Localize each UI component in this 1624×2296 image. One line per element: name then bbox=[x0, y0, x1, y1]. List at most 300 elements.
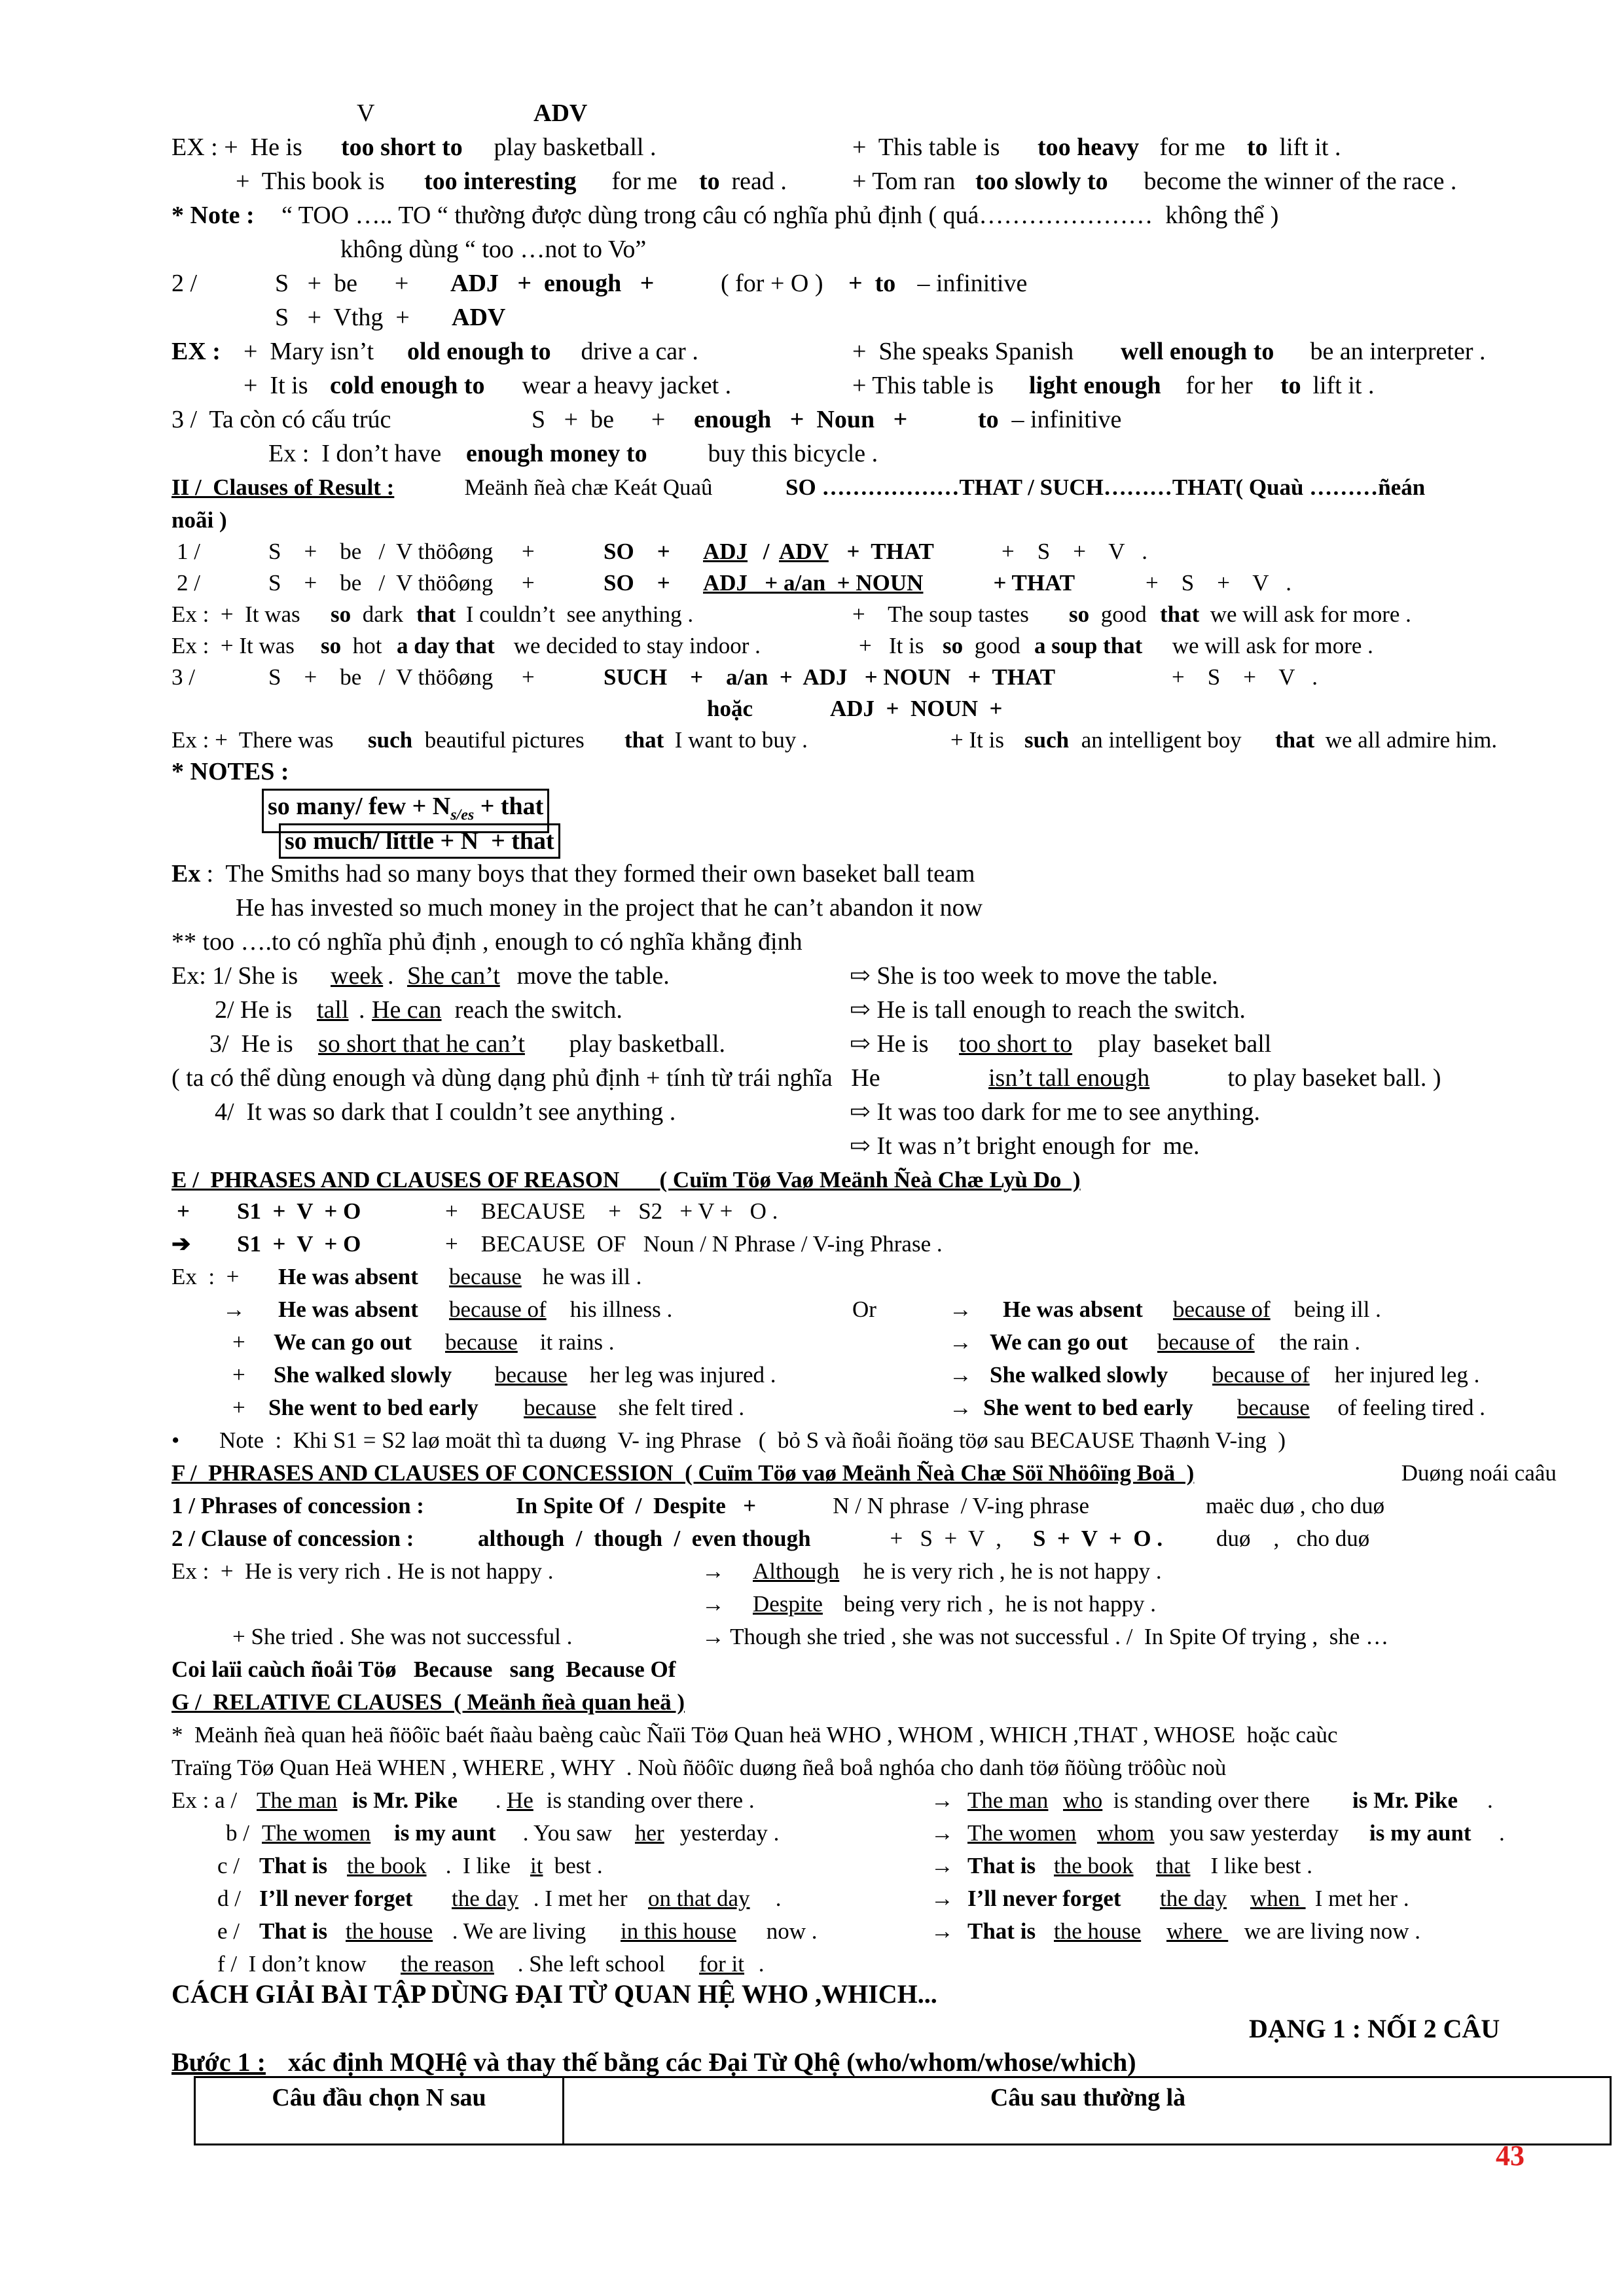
text-line bbox=[0, 1261, 1624, 1293]
text-segment: so bbox=[321, 633, 342, 658]
text-segment: we are living now . bbox=[1238, 1918, 1420, 1944]
text-segment: ( ta có thể dùng enough và dùng dạng phủ định + tính từ trái nghĩa He bbox=[171, 1064, 887, 1092]
text-segment: Coi laïi caùch ñoåi Töø Because sang Because Of bbox=[171, 1657, 676, 1682]
text-segment bbox=[1166, 1293, 1172, 1326]
text-segment: now . bbox=[761, 1918, 818, 1944]
text-line bbox=[0, 1391, 1624, 1424]
text-segment: whom bbox=[1097, 1820, 1155, 1846]
text-line bbox=[0, 1621, 1624, 1653]
text-line bbox=[0, 1096, 1624, 1128]
text-segment: being very rich , he is not happy . bbox=[838, 1591, 1157, 1617]
text-segment: enough money to bbox=[466, 440, 647, 467]
text-segment: → bbox=[949, 1297, 972, 1322]
text-segment: it bbox=[530, 1853, 543, 1878]
text-segment: you saw yesterday bbox=[1164, 1820, 1345, 1846]
text-segment bbox=[1147, 1850, 1153, 1882]
text-segment: it rains . bbox=[534, 1329, 615, 1355]
text-segment: The man bbox=[967, 1787, 1049, 1813]
text-segment: noãi ) bbox=[171, 507, 227, 533]
text-segment: Ex : + There was bbox=[171, 727, 340, 753]
text-segment: . bbox=[1499, 1820, 1505, 1846]
text-segment: on that day bbox=[648, 1886, 750, 1911]
text-segment: . bbox=[388, 962, 400, 990]
text-segment: a day that bbox=[397, 633, 495, 658]
text-line bbox=[0, 724, 1624, 757]
text-segment: yesterday . bbox=[674, 1820, 780, 1846]
text-segment: The women bbox=[262, 1820, 371, 1846]
text-segment: S + be / V thöôøng + bbox=[268, 570, 547, 596]
text-segment: is standing over there bbox=[1108, 1787, 1316, 1813]
text-line bbox=[0, 925, 1624, 958]
text-segment: the day bbox=[1160, 1886, 1227, 1911]
text-segment: . I met her bbox=[528, 1886, 634, 1911]
text-segment: 2 / Clause of concession : bbox=[171, 1526, 414, 1551]
text-segment: G / RELATIVE CLAUSES ( Meänh ñeà quan heä ) bbox=[171, 1689, 685, 1715]
text-line bbox=[0, 1948, 1624, 1981]
text-segment: + She tried . She was not successful . bbox=[232, 1624, 573, 1649]
text-segment: move the table. bbox=[511, 962, 670, 990]
text-segment: because bbox=[1237, 1395, 1310, 1420]
text-segment: ADJ + enough + bbox=[450, 270, 655, 297]
step1-line: Bước 1 : xác định MQHệ và thay thế bằng các Đại Từ Qhệ (who/whom/whose/which) bbox=[171, 2047, 1136, 2077]
text-segment: Ex bbox=[171, 860, 201, 888]
text-segment: + bbox=[232, 1329, 245, 1355]
text-segment: . bbox=[770, 1886, 782, 1911]
text-segment: the house bbox=[1054, 1918, 1142, 1944]
text-segment bbox=[440, 1261, 446, 1293]
text-segment: – infinitive bbox=[911, 270, 1028, 297]
text-segment: → bbox=[931, 1787, 960, 1813]
text-line bbox=[0, 1719, 1624, 1751]
text-line bbox=[0, 403, 1624, 436]
text-segment: không dùng “ too …not to Vo” bbox=[340, 236, 647, 263]
text-segment: + It is bbox=[859, 633, 930, 658]
text-segment: → bbox=[702, 1591, 725, 1617]
text-segment: of feeling tired . bbox=[1326, 1395, 1485, 1420]
text-line bbox=[0, 1228, 1624, 1261]
text-segment: duø , cho duø bbox=[1216, 1526, 1370, 1551]
text-segment: Ex : a / bbox=[171, 1787, 243, 1813]
text-segment: is Mr. Pike bbox=[352, 1787, 458, 1813]
text-segment: when bbox=[1250, 1886, 1306, 1911]
text-segment: * Meänh ñeà quan heä ñöôïc baét ñaàu baèng caùc Ñaïi Töø Quan heä WHO , WHOM , WHICH ,THAT , WHOSE hoặc caùc bbox=[171, 1722, 1338, 1748]
text-segment: 3/ He is bbox=[209, 1030, 300, 1058]
text-segment: read . bbox=[725, 168, 787, 195]
text-segment: → bbox=[949, 1329, 972, 1355]
text-line bbox=[0, 630, 1624, 662]
text-segment bbox=[1153, 1882, 1159, 1915]
text-segment: be an interpreter . bbox=[1304, 338, 1486, 365]
text-segment: become the winner of the race . bbox=[1138, 168, 1457, 195]
text-segment: hoặc bbox=[707, 696, 753, 721]
text-segment bbox=[338, 1915, 344, 1948]
text-line bbox=[0, 1522, 1624, 1555]
text-segment: → bbox=[949, 1395, 972, 1420]
text-segment: – infinitive bbox=[1005, 406, 1122, 433]
text-segment: the book bbox=[1054, 1853, 1134, 1878]
text-segment: for me bbox=[1153, 134, 1232, 161]
text-segment bbox=[1046, 1915, 1052, 1948]
text-segment: ADJ + a/an + NOUN bbox=[703, 570, 924, 596]
text-line bbox=[0, 1359, 1624, 1391]
text-segment: + Mary isn’t bbox=[244, 338, 380, 365]
text-segment: → bbox=[931, 1853, 960, 1878]
text-segment: old enough to bbox=[407, 338, 551, 365]
text-segment: isn’t tall enough bbox=[988, 1064, 1150, 1092]
text-segment: he was ill . bbox=[537, 1264, 642, 1289]
text-segment: Ex : + It was bbox=[171, 601, 306, 627]
text-segment: I couldn’t see anything . bbox=[460, 601, 694, 627]
text-segment bbox=[486, 1359, 492, 1391]
text-segment: ** too ….to có nghĩa phủ định , enough to có nghĩa khẳng định bbox=[171, 928, 803, 956]
text-segment: + bbox=[177, 1198, 190, 1224]
text-segment: He has invested so much money in the project that he can’t abandon it now bbox=[236, 894, 983, 922]
text-segment: . bbox=[753, 1951, 765, 1977]
text-line bbox=[0, 1028, 1624, 1060]
text-segment: that bbox=[624, 727, 664, 753]
text-segment: such bbox=[1024, 727, 1070, 753]
text-segment: ⇨ He is tall enough to reach the switch. bbox=[850, 996, 1246, 1024]
text-segment: c / bbox=[217, 1853, 251, 1878]
text-segment: * Note : bbox=[171, 202, 261, 229]
text-segment: + bbox=[232, 1362, 245, 1388]
text-segment: The man bbox=[257, 1787, 338, 1813]
text-segment: V bbox=[357, 99, 375, 127]
text-segment: SO ………………THAT / SUCH………THAT( Quaù ………ñeán bbox=[785, 475, 1426, 500]
text-segment: + S + V . bbox=[1146, 570, 1291, 596]
text-line bbox=[0, 1555, 1624, 1588]
text-segment: is my aunt bbox=[394, 1820, 496, 1846]
text-segment bbox=[436, 1326, 442, 1359]
text-segment: / bbox=[757, 539, 776, 564]
text-segment: because of bbox=[1173, 1297, 1271, 1322]
text-line bbox=[0, 199, 1624, 232]
text-segment: Despite bbox=[753, 1591, 823, 1617]
text-segment: we will ask for more . bbox=[1204, 601, 1411, 627]
text-segment: ADV bbox=[779, 539, 829, 564]
text-segment bbox=[386, 1817, 392, 1850]
text-line bbox=[0, 1062, 1624, 1094]
text-segment: too heavy bbox=[1038, 134, 1140, 161]
text-segment: + The soup tastes bbox=[852, 601, 1035, 627]
text-segment: 3 / bbox=[171, 664, 195, 690]
text-segment: : The Smiths had so many boys that they formed their own baseket ball team bbox=[200, 860, 975, 888]
text-line bbox=[0, 471, 1624, 504]
text-segment: to bbox=[699, 168, 720, 195]
text-segment: wear a heavy jacket . bbox=[516, 372, 732, 399]
text-segment: ⇨ It was too dark for me to see anything. bbox=[850, 1098, 1261, 1126]
text-segment: to bbox=[978, 406, 999, 433]
text-segment: + BECAUSE OF Noun / N Phrase / V-ing Phrase . bbox=[445, 1231, 943, 1257]
text-segment: good bbox=[969, 633, 1026, 658]
text-segment: the reason bbox=[401, 1951, 494, 1977]
text-segment: • bbox=[171, 1427, 180, 1453]
text-segment: + S + V . bbox=[1172, 664, 1318, 690]
text-segment: She went to bed early bbox=[268, 1395, 478, 1420]
text-segment: I’ll never forget bbox=[259, 1886, 413, 1911]
text-line bbox=[0, 97, 1624, 130]
text-segment: . I like bbox=[440, 1853, 516, 1878]
text-segment: ⇨ She is too week to move the table. bbox=[850, 962, 1218, 990]
text-segment: That is bbox=[967, 1853, 1036, 1878]
text-segment: because of bbox=[449, 1297, 547, 1322]
text-segment bbox=[1091, 1817, 1096, 1850]
text-segment: to bbox=[1247, 134, 1268, 161]
text-line bbox=[0, 1686, 1624, 1719]
text-segment: 2 / bbox=[171, 270, 198, 297]
text-segment: Ex : + He is very rich . He is not happy . bbox=[171, 1558, 554, 1584]
text-line bbox=[0, 1293, 1624, 1326]
text-line bbox=[0, 535, 1624, 568]
text-line bbox=[0, 1457, 1624, 1490]
text-segment: We can go out bbox=[990, 1329, 1128, 1355]
text-line bbox=[0, 1915, 1624, 1948]
text-line bbox=[0, 131, 1624, 164]
text-segment: Or bbox=[852, 1297, 876, 1322]
text-segment: too interesting bbox=[424, 168, 577, 195]
text-segment: ⇨ It was n’t bright enough for me. bbox=[850, 1132, 1200, 1160]
text-segment: lift it . bbox=[1307, 372, 1375, 399]
text-segment: N / N phrase / V-ing phrase bbox=[816, 1493, 1090, 1518]
text-line bbox=[0, 1195, 1624, 1228]
text-segment: S + be + bbox=[532, 406, 678, 433]
text-segment: who bbox=[1063, 1787, 1103, 1813]
heading-dang: DẠNG 1 : NỐI 2 CÂU bbox=[1249, 2014, 1500, 2043]
text-segment: ADV bbox=[452, 304, 506, 331]
text-segment: The women bbox=[967, 1820, 1077, 1846]
text-segment: beautiful pictures bbox=[419, 727, 590, 753]
text-segment: tall bbox=[317, 996, 349, 1024]
text-segment bbox=[1203, 1359, 1209, 1391]
text-segment: I’ll never forget bbox=[967, 1886, 1121, 1911]
text-segment: too slowly to bbox=[975, 168, 1108, 195]
text-segment: reach the switch. bbox=[448, 996, 623, 1024]
text-segment bbox=[346, 1784, 352, 1817]
text-segment: because bbox=[495, 1362, 568, 1388]
text-segment: play basketball. bbox=[563, 1030, 725, 1058]
text-segment: Duøng noái caâu bbox=[1396, 1460, 1557, 1486]
text-segment bbox=[514, 1391, 520, 1424]
text-segment: S + V + O . bbox=[1033, 1526, 1163, 1551]
text-line bbox=[0, 165, 1624, 198]
text-line bbox=[0, 267, 1624, 300]
text-segment: ➔ bbox=[171, 1231, 191, 1257]
text-segment: e / bbox=[217, 1918, 251, 1944]
text-segment: maëc duø , cho duø bbox=[1206, 1493, 1385, 1518]
text-segment: + to bbox=[848, 270, 896, 297]
text-segment: f / I don’t know bbox=[217, 1951, 372, 1977]
text-segment: ADJ bbox=[703, 539, 748, 564]
text-segment: That is bbox=[259, 1918, 328, 1944]
text-segment: because bbox=[524, 1395, 596, 1420]
text-segment: hot bbox=[347, 633, 388, 658]
text-segment: In Spite Of / Despite + bbox=[516, 1493, 757, 1518]
text-segment: the rain . bbox=[1274, 1329, 1361, 1355]
text-segment: Ex : + bbox=[171, 1264, 240, 1289]
text-segment: ( for + O ) bbox=[708, 270, 836, 297]
text-segment: for her bbox=[1180, 372, 1259, 399]
text-segment: for it bbox=[699, 1951, 745, 1977]
text-segment: her leg was injured . bbox=[584, 1362, 776, 1388]
text-line bbox=[0, 661, 1624, 694]
text-segment: good bbox=[1095, 601, 1153, 627]
text-segment: . bbox=[1487, 1787, 1493, 1813]
text-segment: S + be + bbox=[275, 270, 422, 297]
text-segment: ADV bbox=[533, 99, 588, 127]
text-line bbox=[0, 1882, 1624, 1915]
text-segment: best . bbox=[549, 1853, 603, 1878]
text-segment: + Tom ran bbox=[852, 168, 962, 195]
text-segment: → bbox=[949, 1362, 972, 1388]
text-segment: d / bbox=[217, 1886, 253, 1911]
text-segment: her bbox=[635, 1820, 664, 1846]
page-number: 43 bbox=[1496, 2140, 1525, 2172]
text-segment: + It is bbox=[950, 727, 1010, 753]
text-segment: . She left school bbox=[512, 1951, 672, 1977]
text-segment: → bbox=[702, 1558, 725, 1584]
text-line bbox=[0, 1784, 1624, 1817]
text-segment bbox=[445, 1882, 451, 1915]
text-segment: + bbox=[232, 1395, 245, 1420]
text-segment: too short to bbox=[959, 1030, 1073, 1058]
text-segment: He was absent bbox=[1003, 1297, 1143, 1322]
text-segment bbox=[338, 1850, 344, 1882]
text-segment: → bbox=[223, 1297, 245, 1322]
text-segment: a soup that bbox=[1034, 633, 1143, 658]
text-segment: → Though she tried , she was not successful . / In Spite Of trying , she … bbox=[702, 1624, 1389, 1649]
text-segment: That is bbox=[967, 1918, 1036, 1944]
text-segment: → bbox=[931, 1820, 960, 1846]
text-segment: + She speaks Spanish bbox=[852, 338, 1080, 365]
text-segment: S + be / V thöôøng + bbox=[268, 664, 547, 690]
step-table bbox=[194, 2076, 1612, 2145]
text-segment: buy this bicycle . bbox=[702, 440, 878, 467]
text-line bbox=[0, 369, 1624, 402]
text-segment: to bbox=[1280, 372, 1301, 399]
text-line bbox=[0, 1653, 1624, 1686]
table-header-col2: Câu sau thường là bbox=[990, 2084, 1186, 2111]
text-segment: + It is bbox=[244, 372, 314, 399]
text-segment: + This book is bbox=[236, 168, 391, 195]
text-segment: → bbox=[931, 1886, 960, 1911]
text-line bbox=[0, 692, 1624, 725]
text-segment: S1 + V + O bbox=[237, 1198, 361, 1224]
text-segment: dark bbox=[357, 601, 409, 627]
text-segment: so bbox=[1069, 601, 1090, 627]
text-segment: because of bbox=[1212, 1362, 1310, 1388]
text-segment: SUCH + a/an + ADJ + NOUN + THAT bbox=[604, 664, 1056, 690]
text-segment: Ex : I don’t have bbox=[268, 440, 448, 467]
text-segment: * NOTES : bbox=[171, 758, 289, 785]
text-line bbox=[0, 1490, 1624, 1522]
text-line bbox=[0, 960, 1624, 992]
text-segment: such bbox=[368, 727, 413, 753]
text-segment: EX : + He is bbox=[171, 134, 309, 161]
note-box-many: so many/ few + $N_{s/es}$ + that bbox=[262, 789, 549, 833]
text-segment: week bbox=[331, 962, 384, 990]
text-segment: she felt tired . bbox=[613, 1395, 745, 1420]
text-segment: drive a car . bbox=[575, 338, 698, 365]
text-segment: the house bbox=[346, 1918, 433, 1944]
text-line bbox=[0, 233, 1624, 266]
text-segment: because bbox=[445, 1329, 518, 1355]
text-segment: I want to buy . bbox=[669, 727, 808, 753]
text-segment: + This table is bbox=[852, 134, 1006, 161]
text-line bbox=[0, 437, 1624, 470]
text-segment: F / PHRASES AND CLAUSES OF CONCESSION ( Cuïm Töø vaø Meänh Ñeà Chæ Söï Nhöôïng Boä ) bbox=[171, 1460, 1195, 1486]
text-segment: Meänh ñeà chæ Keát Quaû bbox=[453, 475, 713, 500]
text-segment: I like best . bbox=[1199, 1853, 1313, 1878]
text-segment: S1 + V + O bbox=[237, 1231, 361, 1257]
text-segment: Note : Khi S1 = S2 laø moät thì ta duøng V- ing Phrase ( bỏ S và ñoåi ñoäng töø sau BECAUSE Thaønh V-ing ) bbox=[219, 1427, 1286, 1453]
text-segment: he is very rich , he is not happy . bbox=[857, 1558, 1162, 1584]
text-segment: to play baseket ball. ) bbox=[1221, 1064, 1441, 1092]
text-segment: He can bbox=[372, 996, 442, 1024]
text-segment bbox=[1155, 1915, 1166, 1948]
text-segment: light enough bbox=[1029, 372, 1161, 399]
text-segment bbox=[1228, 1391, 1234, 1424]
text-segment: + THAT bbox=[982, 570, 1075, 596]
text-line bbox=[0, 335, 1624, 368]
text-segment: we will ask for more . bbox=[1166, 633, 1373, 658]
text-segment: ADJ + NOUN + bbox=[830, 696, 1003, 721]
text-line bbox=[0, 1130, 1624, 1162]
text-segment: that bbox=[1275, 727, 1315, 753]
text-segment: play baseket ball bbox=[1092, 1030, 1272, 1058]
text-segment: . bbox=[359, 996, 371, 1024]
text-segment: She walked slowly bbox=[990, 1362, 1168, 1388]
text-segment: That is bbox=[259, 1853, 328, 1878]
text-segment: ⇨ He is bbox=[850, 1030, 935, 1058]
text-segment: so bbox=[943, 633, 964, 658]
text-segment: E / PHRASES AND CLAUSES OF REASON ( Cuïm Töø Vaø Meänh Ñeà Chæ Lyù Do ) bbox=[171, 1167, 1081, 1193]
text-segment: + THAT bbox=[835, 539, 934, 564]
text-segment: so bbox=[331, 601, 352, 627]
text-segment: cold enough to bbox=[330, 372, 485, 399]
text-line bbox=[0, 1424, 1624, 1457]
text-segment: S + Vthg + bbox=[275, 304, 422, 331]
text-segment: 1 / bbox=[177, 539, 200, 564]
text-segment: She went to bed early bbox=[983, 1395, 1193, 1420]
text-segment: SO + bbox=[604, 539, 670, 564]
text-segment: being ill . bbox=[1288, 1297, 1381, 1322]
text-segment: his illness . bbox=[564, 1297, 673, 1322]
text-segment: . You saw bbox=[517, 1820, 618, 1846]
text-segment: Although bbox=[753, 1558, 840, 1584]
text-segment: SO + bbox=[604, 570, 670, 596]
text-segment: an intelligent boy bbox=[1075, 727, 1248, 753]
text-line bbox=[0, 504, 1624, 537]
text-segment: + BECAUSE + S2 + V + O . bbox=[445, 1198, 778, 1224]
text-segment: too short to bbox=[341, 134, 463, 161]
text-segment bbox=[1055, 1784, 1061, 1817]
text-segment bbox=[1046, 1850, 1052, 1882]
note-box-much: so much/ little + N + that bbox=[279, 823, 560, 859]
text-line bbox=[0, 1588, 1624, 1621]
text-segment: He was absent bbox=[278, 1297, 418, 1322]
text-segment: Ex: 1/ She is bbox=[171, 962, 304, 990]
heading-relative: CÁCH GIẢI BÀI TẬP DÙNG ĐẠI TỪ QUAN HỆ WHO ,WHICH... bbox=[171, 1979, 937, 2009]
text-line bbox=[0, 1751, 1624, 1784]
text-segment: for me bbox=[605, 168, 684, 195]
text-line bbox=[0, 1326, 1624, 1359]
text-segment: play basketball . bbox=[488, 134, 657, 161]
text-segment: 1 / Phrases of concession : bbox=[171, 1493, 424, 1518]
text-segment: lift it . bbox=[1273, 134, 1341, 161]
text-segment: He bbox=[507, 1787, 533, 1813]
table-header-col1: Câu đầu chọn N sau bbox=[196, 2078, 564, 2144]
text-segment: her injured leg . bbox=[1329, 1362, 1480, 1388]
